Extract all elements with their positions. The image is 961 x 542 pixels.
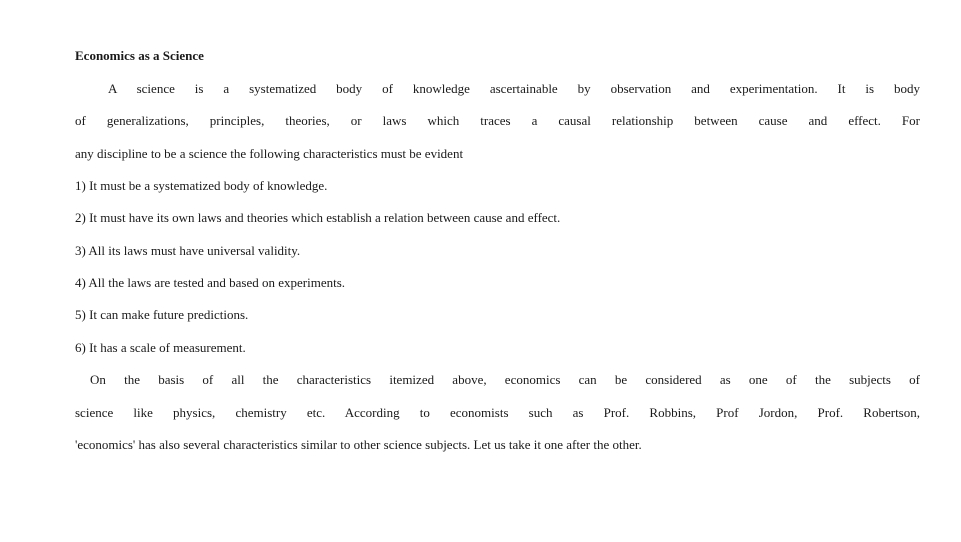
intro-line-1: A science is a systematized body of knowledge ascertainable by observation and experimentation. It is body xyxy=(108,81,920,96)
document-title: Economics as a Science xyxy=(75,48,204,63)
list-item: 1) It must be a systematized body of knowledge. xyxy=(75,178,328,193)
conclusion-line-3: 'economics' has also several characteristics similar to other science subjects. Let us take it one after the other. xyxy=(75,437,642,452)
list-item: 5) It can make future predictions. xyxy=(75,307,249,322)
conclusion-line-1: On the basis of all the characteristics itemized above, economics can be considered as one of the subjects of xyxy=(90,372,920,387)
intro-line-3: any discipline to be a science the following characteristics must be evident xyxy=(75,146,464,161)
conclusion-line-2: science like physics, chemistry etc. According to economists such as Prof. Robbins, Prof Jordon, Prof. Robertson, xyxy=(75,405,920,420)
list-item: 3) All its laws must have universal validity. xyxy=(75,243,301,258)
list-item: 6) It has a scale of measurement. xyxy=(75,340,246,355)
list-item: 2) It must have its own laws and theories which establish a relation between cause and effect. xyxy=(75,210,561,225)
list-item: 4) All the laws are tested and based on experiments. xyxy=(75,275,346,290)
intro-line-2: of generalizations, principles, theories, or laws which traces a causal relationship between cause and effect. For xyxy=(75,113,920,128)
